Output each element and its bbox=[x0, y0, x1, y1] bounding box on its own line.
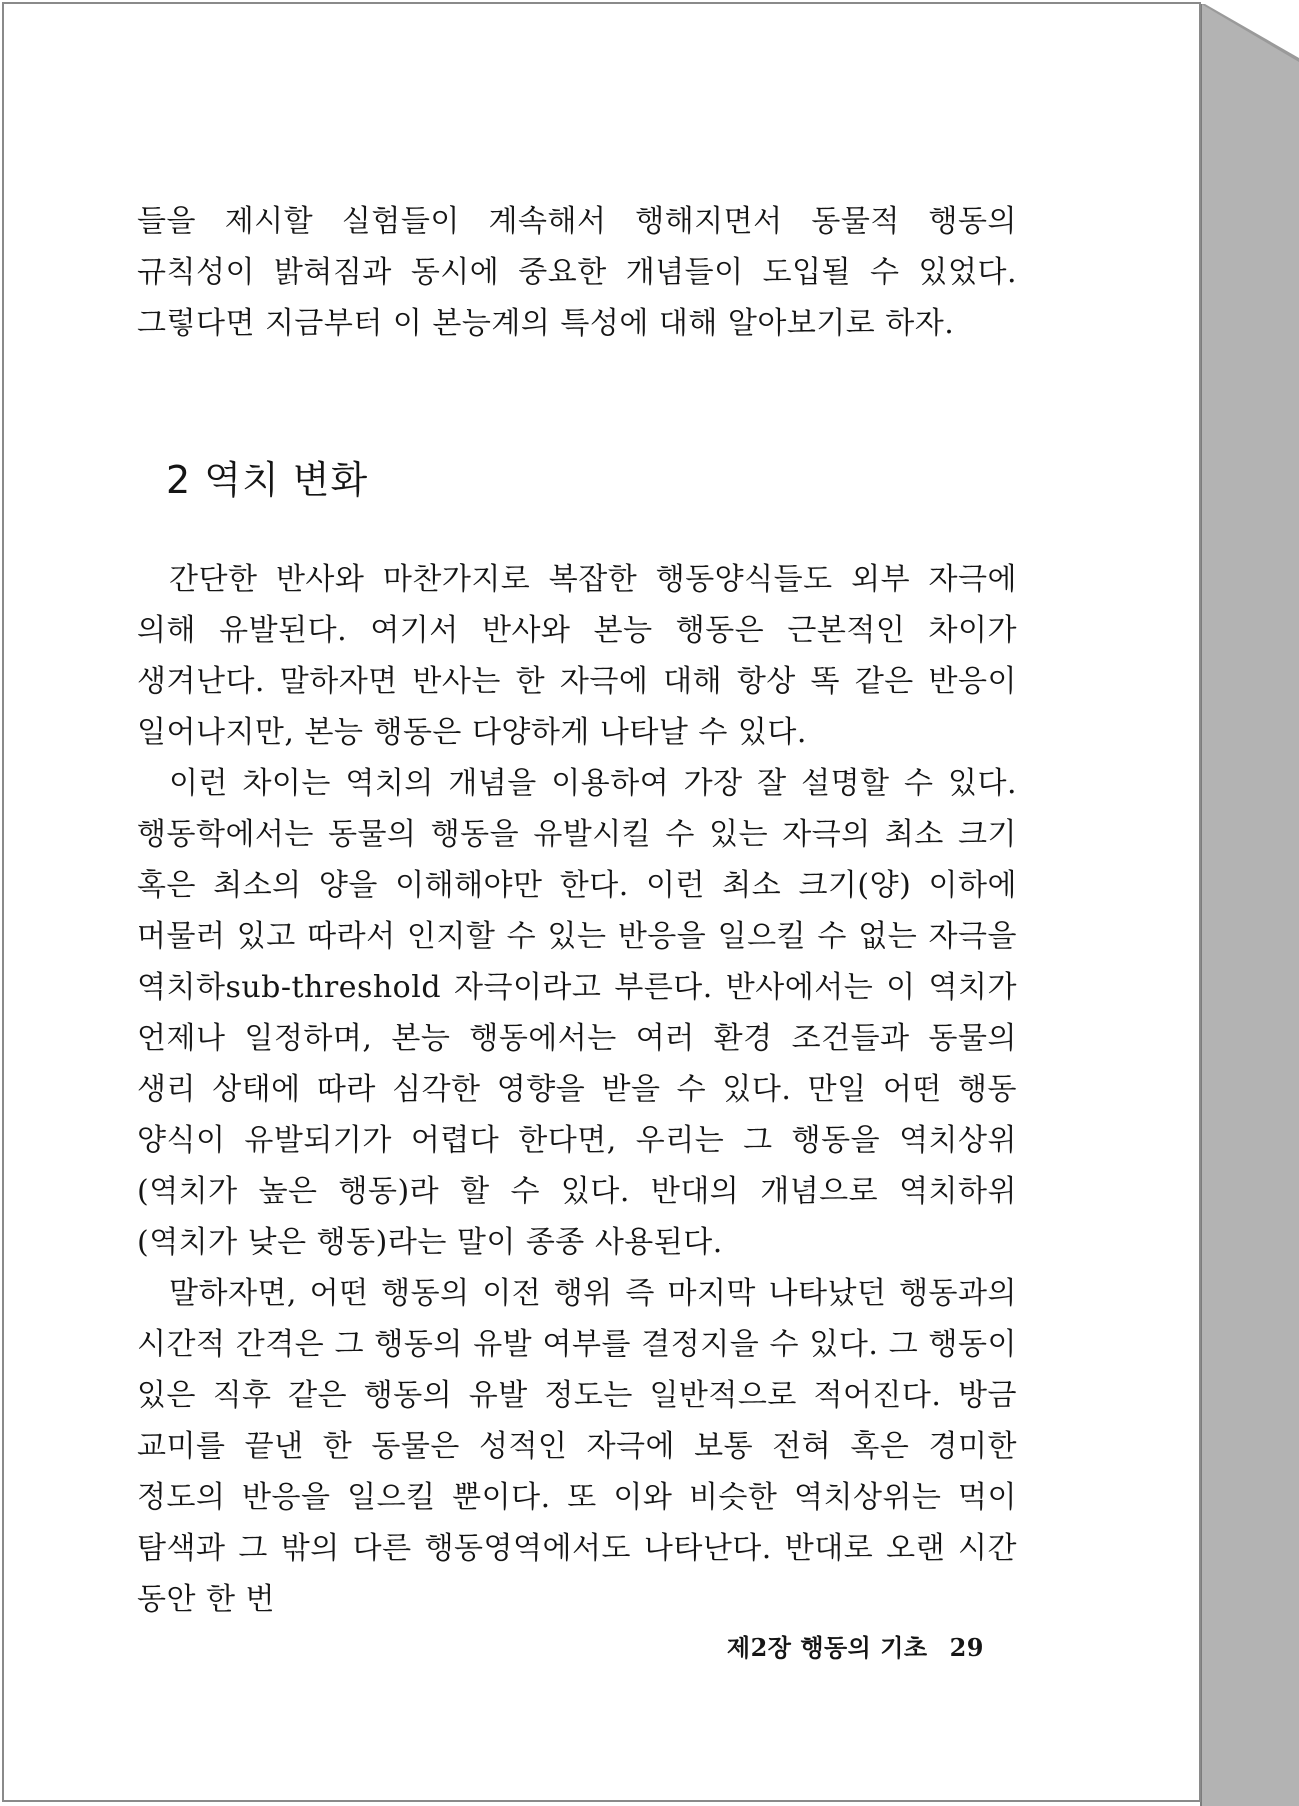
body-paragraph: 간단한 반사와 마찬가지로 복잡한 행동양식들도 외부 자극에 의해 유발된다. 여기서 반사와 본능 행동은 근본적인 차이가 생겨난다. 말하자면 반사는 한 자극에 대해 항상 똑 같은 반응이 일어나지만, 본능 행동은 다양하게 나타날 수 있다. bbox=[137, 562, 1017, 750]
body-paragraph: 이런 차이는 역치의 개념을 이용하여 가장 잘 설명할 수 있다. 행동학에서는 동물의 행동을 유발시킬 수 있는 자극의 최소 크기 혹은 최소의 양을 이해해야만 한다. 이런 최소 크기(양) 이하에 머물러 있고 따라서 인지할 수 있는 반응을 일으킬 수 없는 자극을 역치하sub-threshold 자극이라고 부른다. 반사에서는 이 역치가 언제나 일정하며, 본능 행동에서는 여러 환경 조건들과 동물의 생리 상태에 따라 심각한 영향을 받을 수 있다. 만일 어떤 행동 양식이 유발되기가 어렵다 한다면, 우리는 그 행동을 역치상위(역치가 높은 행동)라 할 수 있다. 반대의 개념으로 역치하위(역치가 낮은 행동)라는 말이 종종 사용된다. bbox=[137, 766, 1017, 1260]
section-heading: 2 역치 변화 bbox=[166, 458, 369, 502]
footer-chapter-title: 제2장 행동의 기초 bbox=[726, 1633, 928, 1662]
body-paragraph: 말하자면, 어떤 행동의 이전 행위 즉 마지막 나타났던 행동과의 시간적 간격은 그 행동의 유발 여부를 결정지을 수 있다. 그 행동이 있은 직후 같은 행동의 유발 정도는 일반적으로 적어진다. 방금 교미를 끝낸 한 동물은 성적인 자극에 보통 전혀 혹은 경미한 정도의 반응을 일으킬 뿐이다. 또 이와 비슷한 역치상위는 먹이 탐색과 그 밖의 다른 행동영역에서도 나타난다. 반대로 오랜 시간 동안 한 번 bbox=[137, 1276, 1017, 1617]
intro-paragraph: 들을 제시할 실험들이 계속해서 행해지면서 동물적 행동의 규칙성이 밝혀짐과 동시에 중요한 개념들이 도입될 수 있었다. 그렇다면 지금부터 이 본능계의 특성에 대해 알아보기로 하자. bbox=[137, 204, 1017, 341]
page-footer bbox=[704, 1628, 984, 1663]
intro-text-block bbox=[137, 196, 1017, 349]
book-page bbox=[2, 2, 1201, 1802]
section-body bbox=[137, 554, 1017, 1625]
page-number: 29 bbox=[949, 1633, 984, 1662]
